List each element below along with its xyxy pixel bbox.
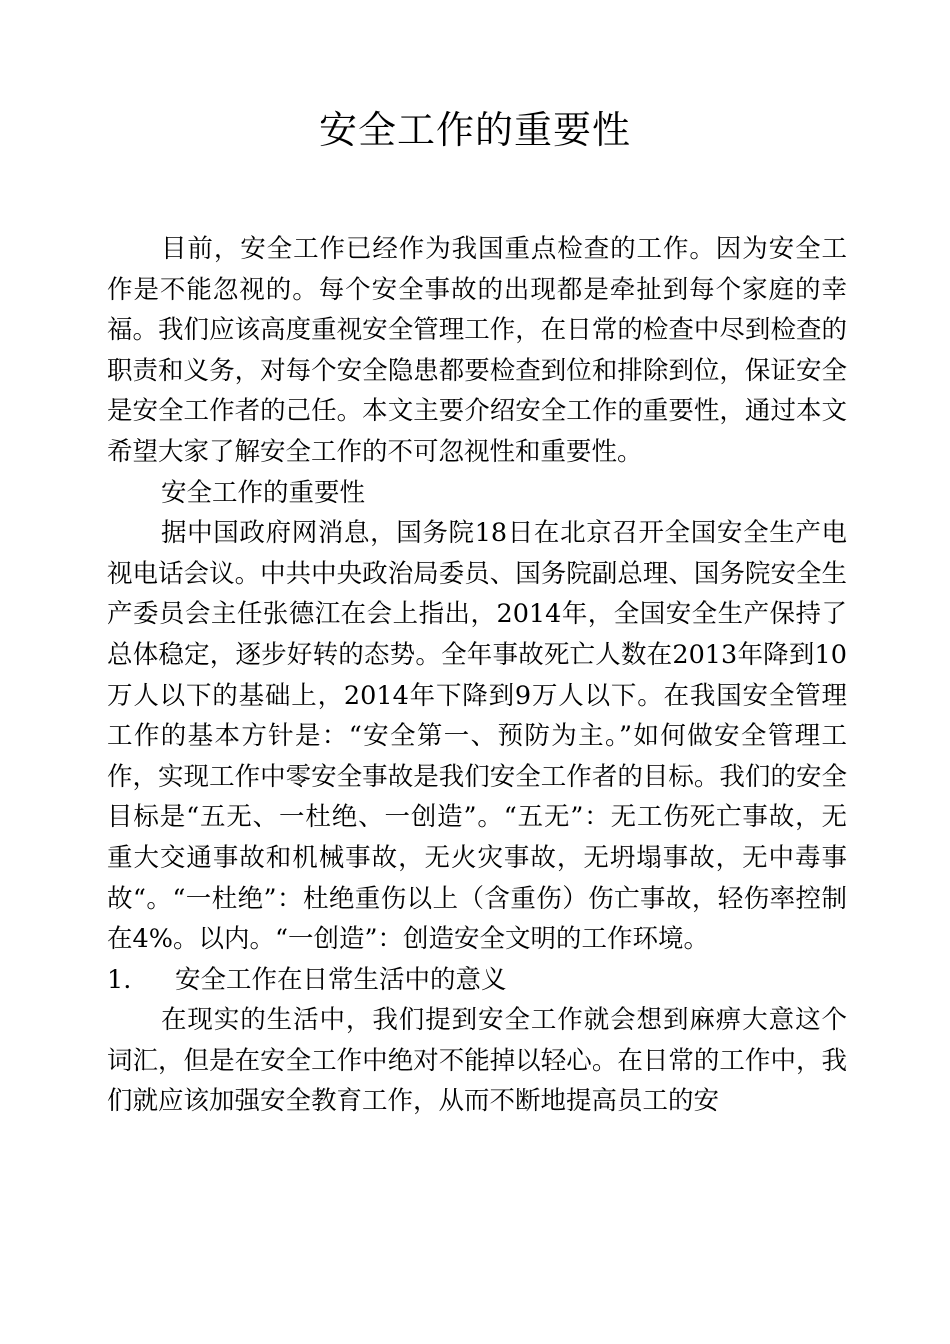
document-body <box>107 229 847 1122</box>
section-subheading: 安全工作的重要性 <box>161 477 366 508</box>
news-paragraph: 据中国政府网消息，国务院18日在北京召开全国安全生产电视电话会议。中共中央政治局委员、国务院副总理、国务院安全生产委员会主任张德江在会上指出，2014年，全国安全生产保持了总体稳定，逐步好转的态势。全年事故死亡人数在2013年降到10万人以下的基础上，2014年下降到9万人以下。在我国安全管理工作的基本方针是：“安全第一、预防为主。”如何做安全管理工作，实现工作中零安全事故是我们安全工作者的目标。我们的安全目标是“五无、一杜绝、一创造”。“五无”：无工伤死亡事故，无重大交通事故和机械事故，无火灾事故，无坍塌事故，无中毒事故“。“一杜绝”：杜绝重伤以上（含重伤）伤亡事故，轻伤率控制在4%。以内。“一创造”：创造安全文明的工作环境。 <box>107 518 847 955</box>
section-title: 安全工作在日常生活中的意义 <box>175 964 507 995</box>
section-number: 1. <box>107 964 132 995</box>
daily-life-paragraph: 在现实的生活中，我们提到安全工作就会想到麻痹大意这个词汇，但是在安全工作中绝对不能掉以轻心。在日常的工作中，我们就应该加强安全教育工作，从而不断地提高员工的安 <box>107 1005 847 1117</box>
section-heading-1 <box>107 960 847 1001</box>
intro-paragraph: 目前，安全工作已经作为我国重点检查的工作。因为安全工作是不能忽视的。每个安全事故的出现都是牵扯到每个家庭的幸福。我们应该高度重视安全管理工作，在日常的检查中尽到检查的职责和义务，对每个安全隐患都要检查到位和排除到位，保证安全是安全工作者的己任。本文主要介绍安全工作的重要性，通过本文希望大家了解安全工作的不可忽视性和重要性。 <box>107 234 847 467</box>
document-title: 安全工作的重要性 <box>318 108 631 152</box>
